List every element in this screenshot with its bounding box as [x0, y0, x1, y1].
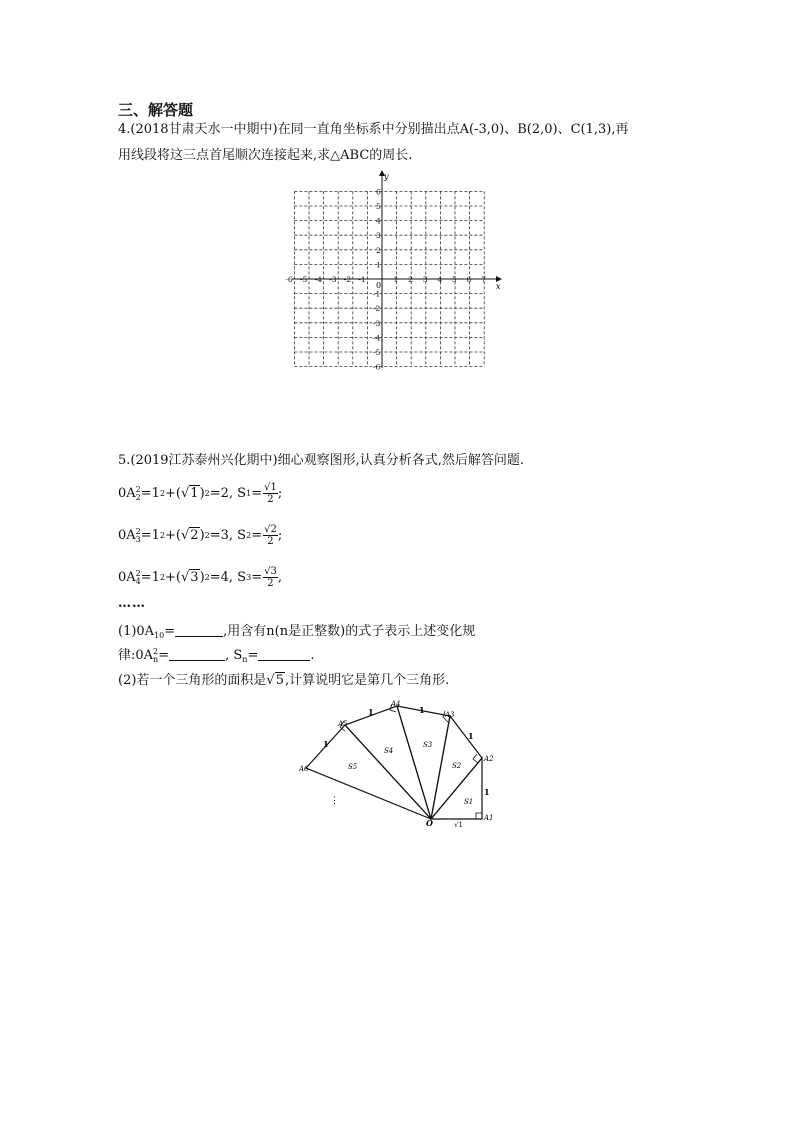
answer-blank-sn[interactable]: [258, 648, 310, 661]
eq2-end: ): [199, 528, 205, 543]
eq3-ssub: 3: [246, 573, 252, 582]
eq2-val: =3, S: [209, 528, 247, 543]
eq3-fraction: $\frac{√3}{2}$: [264, 566, 277, 589]
side-label-1a: 1: [484, 787, 490, 797]
y-tick-label: -4: [373, 333, 381, 343]
eq2-fraction: $\frac{√2}{2}$: [264, 524, 277, 547]
label-S5: S5: [348, 763, 358, 771]
x-tick-label: 5: [452, 275, 457, 284]
label-A1: A1: [484, 814, 494, 822]
y-tick-label: -3: [373, 318, 381, 328]
y-axis-label: y: [384, 172, 389, 181]
label-S4: S4: [384, 747, 394, 755]
y-tick-label: -5: [373, 348, 381, 357]
x-tick-label: -4: [314, 275, 322, 284]
question-5-part-1-line-1: $(1)0A_{10}=$ ,用含有n(n是正整数)的式子表示上述变化规: [118, 624, 476, 640]
x-tick-label: 4: [437, 275, 443, 284]
x-tick-label: -1: [358, 275, 366, 284]
eq1-lhs: 0A: [118, 486, 136, 501]
y-tick-label: -2: [373, 304, 381, 314]
y-tick-label: 1: [376, 260, 381, 270]
eq1-tail: ;: [277, 486, 283, 501]
x-tick-label: 3: [422, 275, 428, 284]
eq3-mid: +(: [165, 570, 181, 585]
eq1-ssub: 1: [246, 489, 252, 498]
eq1-sub: 2: [135, 492, 141, 502]
label-A2: A2: [484, 755, 494, 763]
side-label-1b: 1: [468, 731, 474, 741]
side-label-1c: 1: [419, 705, 425, 715]
eq1-end: ): [199, 486, 205, 501]
eq3-rhs: =1: [140, 570, 160, 585]
eq3-lhs: 0A: [118, 570, 136, 585]
label-A3: A3: [445, 711, 455, 719]
eq3-eqs: =: [251, 570, 263, 585]
question-5-part-2: (2)若一个三角形的面积是√5,计算说明它是第几个三角形.: [118, 673, 450, 688]
eq1-mid: +(: [165, 486, 181, 501]
side-label-1d: 1: [368, 707, 374, 717]
eq3-val: =4, S: [209, 570, 247, 585]
eq3-end: ): [199, 570, 205, 585]
origin-label: 0: [376, 281, 382, 290]
x-tick-label: -2: [343, 275, 352, 284]
question-4-line-2: 用线段将这三点首尾顺次连接起来,求△ABC的周长.: [118, 148, 413, 163]
label-O: O: [426, 818, 433, 828]
eq2-mid: +(: [165, 528, 181, 543]
equation-3: 0A 2 4 =1 2 +( √3 ) 2 =4, S 3 = $\frac{√3}{2}$ ,: [118, 566, 282, 589]
ellipsis: ……: [118, 596, 146, 611]
label-A6: A6: [299, 765, 309, 773]
eq1-val: =2, S: [209, 486, 247, 501]
eq1-fraction: $\frac{√1}{2}$: [264, 482, 277, 505]
x-tick-label: 2: [408, 275, 413, 284]
eq2-eqs: =: [251, 528, 263, 543]
triangle-3: [397, 706, 450, 819]
eq2-rhs: =1: [140, 528, 160, 543]
x-tick-label: 1: [393, 275, 399, 284]
eq2-sub: 3: [135, 534, 141, 544]
coordinate-grid: [280, 168, 520, 374]
vertical-ellipsis: ⋮: [330, 796, 339, 806]
y-tick-label: -1: [373, 289, 381, 299]
equation-2: 0A 2 3 =1 2 +( √2 ) 2 =3, S 2 = $\frac{√2}{2}$ ;: [118, 524, 283, 547]
y-tick-label: -6: [373, 362, 381, 372]
eq3-sqrt: √3: [181, 570, 199, 585]
side-label-1e: 1: [323, 739, 329, 749]
label-S2: S2: [452, 762, 462, 770]
question-5-intro: 5.(2019江苏泰州兴化期中)细心观察图形,认真分析各式,然后解答问题.: [118, 453, 525, 468]
eq2-tail: ;: [277, 528, 283, 543]
eq2-sqrt: √2: [181, 528, 199, 543]
side-label-sqrt1: √1: [454, 821, 463, 829]
eq3-tail: ,: [277, 570, 282, 585]
question-5-part-1-line-2: 律:0A 2 n = , $S_n=$ .: [118, 646, 315, 664]
eq1-eqs: =: [251, 486, 263, 501]
label-S1: S1: [464, 798, 474, 806]
eq3-sub: 4: [135, 576, 141, 586]
y-tick-label: 2: [376, 245, 381, 255]
eq2-lhs: 0A: [118, 528, 136, 543]
x-tick-label: -3: [329, 275, 337, 284]
question-4-line-1: 4.(2018甘肃天水一中期中)在同一直角坐标系中分别描出点A(-3,0)、B(2,0)、C(1,3),再: [118, 122, 629, 137]
triangle-spiral-figure: [290, 695, 510, 835]
answer-blank-oan2[interactable]: [169, 648, 225, 661]
eq1-sqrt: √1: [181, 486, 199, 501]
eq2-ssub: 2: [246, 531, 252, 540]
y-tick-label: 4: [376, 216, 381, 226]
eq1-rhs: =1: [140, 486, 160, 501]
x-tick-label: -5: [300, 275, 308, 284]
y-tick-label: 5: [376, 202, 381, 211]
label-S3: S3: [423, 741, 433, 749]
answer-blank-oa10[interactable]: [175, 624, 223, 637]
y-tick-label: 3: [376, 231, 381, 241]
equation-1: 0A 2 2 =1 2 +( √1 ) 2 =2, S 1 = $\frac{√1}{2}$ ;: [118, 482, 283, 505]
y-tick-label: 6: [376, 187, 381, 197]
label-A5: A5: [338, 720, 348, 728]
x-tick-label: 6: [466, 275, 472, 284]
x-tick-label: -6: [285, 275, 293, 284]
x-tick-label: 7: [481, 275, 486, 284]
section-title: 三、解答题: [118, 101, 194, 119]
x-axis-label: x: [496, 282, 501, 291]
label-A4: A4: [391, 700, 401, 708]
